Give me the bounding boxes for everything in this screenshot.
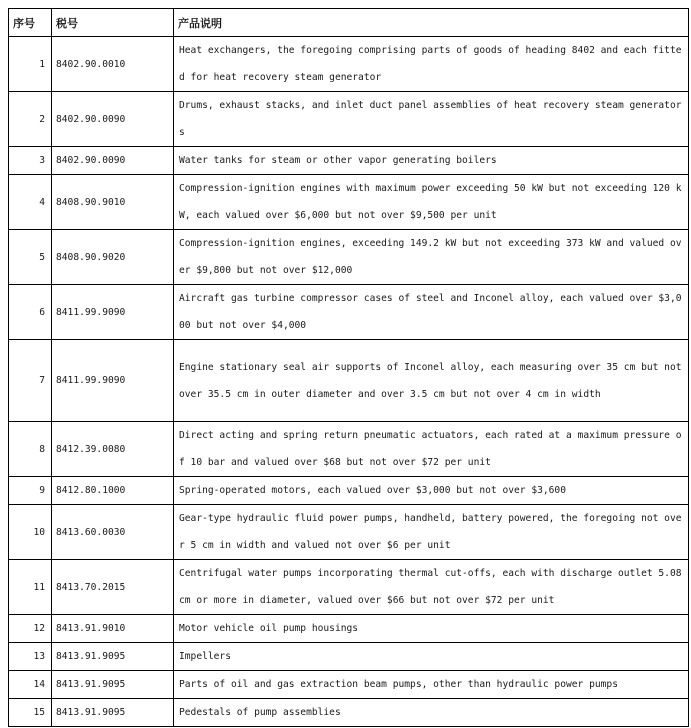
- row-code: 8413.91.9010: [52, 615, 174, 643]
- row-index: 11: [9, 560, 52, 615]
- row-code: 8413.60.0030: [52, 505, 174, 560]
- row-code: 8412.80.1000: [52, 477, 174, 505]
- header-index: 序号: [9, 9, 52, 37]
- table-row: [9, 671, 689, 699]
- row-index: 8: [9, 422, 52, 477]
- table-row: [9, 643, 689, 671]
- row-index: 2: [9, 92, 52, 147]
- tariff-table: [8, 8, 689, 727]
- table-row: [9, 92, 689, 147]
- row-description: Compression-ignition engines with maximum power exceeding 50 kW but not exceeding 120 kW, each valued over $6,000 but not over $9,500 per unit: [174, 175, 689, 230]
- table-row: [9, 147, 689, 175]
- table-header-row: [9, 9, 689, 37]
- table-row: [9, 175, 689, 230]
- row-description: Compression-ignition engines, exceeding 149.2 kW but not exceeding 373 kW and valued over $9,800 but not over $12,000: [174, 230, 689, 285]
- table-row: [9, 477, 689, 505]
- row-code: 8402.90.0090: [52, 147, 174, 175]
- row-index: 4: [9, 175, 52, 230]
- row-description: Spring-operated motors, each valued over $3,000 but not over $3,600: [174, 477, 689, 505]
- table-row: [9, 285, 689, 340]
- row-code: 8413.91.9095: [52, 643, 174, 671]
- row-description: Parts of oil and gas extraction beam pumps, other than hydraulic power pumps: [174, 671, 689, 699]
- row-description: Impellers: [174, 643, 689, 671]
- table-row: [9, 699, 689, 727]
- header-code: 税号: [52, 9, 174, 37]
- row-index: 15: [9, 699, 52, 727]
- row-code: 8413.91.9095: [52, 699, 174, 727]
- row-code: 8402.90.0010: [52, 37, 174, 92]
- row-code: 8413.70.2015: [52, 560, 174, 615]
- row-code: 8413.91.9095: [52, 671, 174, 699]
- header-description: 产品说明: [174, 9, 689, 37]
- table-row: [9, 615, 689, 643]
- row-description: Direct acting and spring return pneumatic actuators, each rated at a maximum pressure of 10 bar and valued over $68 but not over $72 per unit: [174, 422, 689, 477]
- table-row: [9, 340, 689, 422]
- table-row: [9, 37, 689, 92]
- row-description: Engine stationary seal air supports of Inconel alloy, each measuring over 35 cm but not over 35.5 cm in outer diameter and over 3.5 cm but not over 4 cm in width: [174, 340, 689, 422]
- row-description: Motor vehicle oil pump housings: [174, 615, 689, 643]
- row-code: 8402.90.0090: [52, 92, 174, 147]
- row-code: 8408.90.9010: [52, 175, 174, 230]
- row-index: 12: [9, 615, 52, 643]
- table-row: [9, 422, 689, 477]
- row-index: 5: [9, 230, 52, 285]
- row-description: Aircraft gas turbine compressor cases of steel and Inconel alloy, each valued over $3,000 but not over $4,000: [174, 285, 689, 340]
- row-description: Water tanks for steam or other vapor generating boilers: [174, 147, 689, 175]
- row-code: 8408.90.9020: [52, 230, 174, 285]
- row-description: Gear-type hydraulic fluid power pumps, handheld, battery powered, the foregoing not over 5 cm in width and valued not over $6 per unit: [174, 505, 689, 560]
- row-index: 13: [9, 643, 52, 671]
- row-description: Pedestals of pump assemblies: [174, 699, 689, 727]
- row-description: Drums, exhaust stacks, and inlet duct panel assemblies of heat recovery steam generators: [174, 92, 689, 147]
- row-index: 3: [9, 147, 52, 175]
- row-code: 8411.99.9090: [52, 285, 174, 340]
- row-index: 10: [9, 505, 52, 560]
- row-index: 1: [9, 37, 52, 92]
- row-code: 8412.39.0080: [52, 422, 174, 477]
- row-code: 8411.99.9090: [52, 340, 174, 422]
- row-index: 6: [9, 285, 52, 340]
- table-row: [9, 560, 689, 615]
- row-description: Heat exchangers, the foregoing comprising parts of goods of heading 8402 and each fitted for heat recovery steam generator: [174, 37, 689, 92]
- table-row: [9, 230, 689, 285]
- row-index: 14: [9, 671, 52, 699]
- row-description: Centrifugal water pumps incorporating thermal cut-offs, each with discharge outlet 5.08 cm or more in diameter, valued over $66 but not over $72 per unit: [174, 560, 689, 615]
- row-index: 9: [9, 477, 52, 505]
- row-index: 7: [9, 340, 52, 422]
- table-row: [9, 505, 689, 560]
